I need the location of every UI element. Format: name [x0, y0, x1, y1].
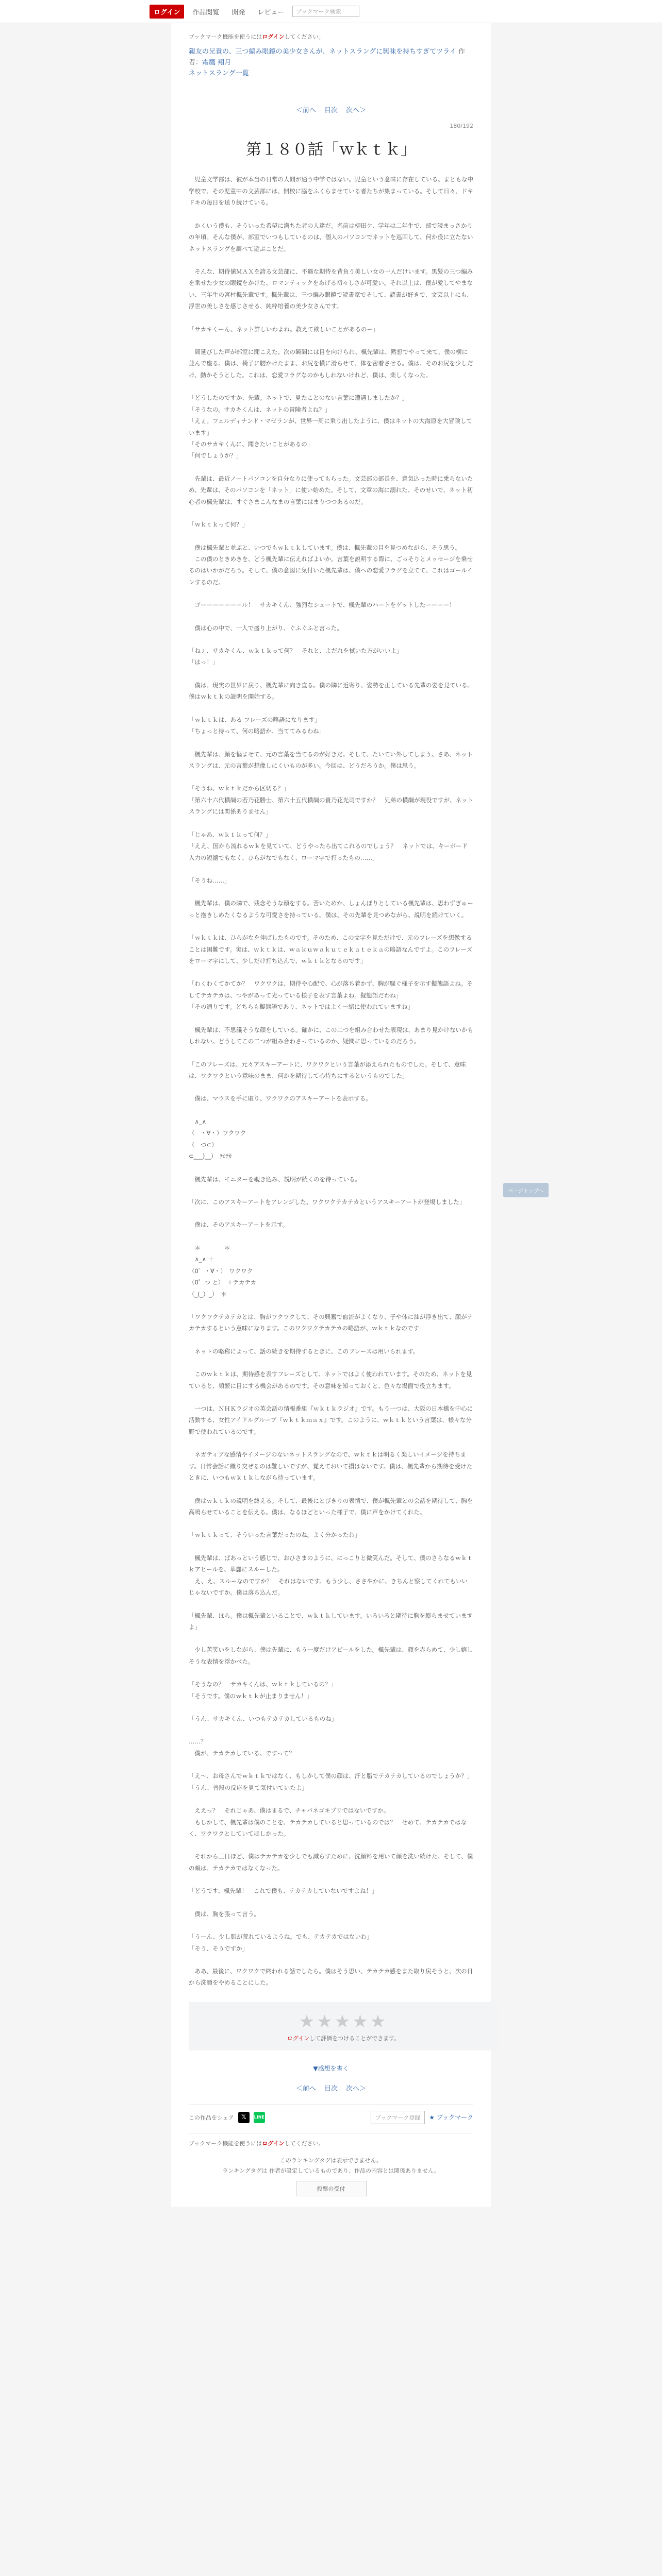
rating-login-link[interactable]: ログイン	[287, 2035, 310, 2042]
page-top-button[interactable]: ページトップへ	[503, 1183, 549, 1197]
nav-browse[interactable]: 作品閲覧	[192, 8, 220, 16]
next-link[interactable]: 次へ＞	[346, 107, 367, 115]
footer-login-link[interactable]: ログイン	[262, 2140, 285, 2147]
paragraph: ∧_∧ （ ・∀・）ワクワク （ つ⊂） ⊂___)__） ﾃｶﾃｶ	[189, 1117, 246, 1160]
paragraph: 「ｗｋｔｋって何？」	[189, 521, 248, 529]
paragraph: 楓先輩は、ぱあっという感じで、おひさまのように、にっこりと微笑んだ。そして、僕のさらなるｗｋｔｋアピールを、華麗にスルーした。 え、え、スルーなのですか？ それはないです。もう少し、ささやかに、きちんと察してくれてもいいじゃないですか。僕は落ち込んだ。	[189, 1554, 473, 1597]
paragraph: 「ｗｋｔｋって、そういった言葉だったのね。よく分かったわ」	[189, 1531, 361, 1539]
paragraph: 「そうね……」	[189, 876, 230, 884]
paragraph: それから三日ほど、僕はテカテカを少しでも減らすために、洗顔料を用いて顔を洗い続けた。そして、僕の頬は、テカテカではなくなった。	[189, 1853, 473, 1872]
paragraph: ＊ ＊ ∧_∧ ＋ （0゜・∀・） ワクワク （0゜つ と） ＋テカテカ （_(_）_） ＊	[189, 1244, 257, 1298]
bookmark-register-input[interactable]: ブックマーク登録	[371, 2111, 425, 2124]
paragraph: 僕は楓先輩と並ぶと、いつでもｗｋｔｋしています。僕は、楓先輩の目を見つめながら、そう思う。 この僕のときめきを、どう楓先輩に伝えればよいか。言葉を説明する際に、ごっそりとメッセージを乗せるのはいかがだろう。そして、僕の意図に気付いた楓先輩は、僕への恋愛フラグを立てて、これはゴールインするのだ。	[189, 544, 473, 586]
impression-link[interactable]: ▼感想を書く	[313, 2064, 349, 2072]
paragraph: そんな、期待値ＭＡＸを誇る文芸部に、不遇な期待を背負う美しい女の一人だけいます。黒髪の三つ編みを乗せた少女の眼鏡をかけた、ロマンティックをあげる初々しさが可愛い。それ以上は、僕が愛してやまない、三年生の宮村楓先輩です。楓先輩は、三つ編み眼鏡で読書家でそして、読書が好きで、文芸以上にも、浮世の美しさを感じさせる、純粋培養の美少女さんです。	[189, 267, 473, 310]
paragraph: 僕は心の中で、一人で盛り上がり、ぐふぐふと言った。	[189, 624, 343, 632]
paragraph: 間延びした声が部室に聞こえた。次の瞬間には目を向けられ、楓先輩は、黙想でやって来て、僕の横に並んで座る。僕は、椅子に腰かけたまま、お尻を横に滑らせて、体を密着させる。僕は、そのお尻を少しだけ、動かそうとした。これは、恋愛フラグなのかもしれないけれど、僕は、楽しくなった。	[189, 348, 473, 379]
paragraph: 「そうなの？ サカキくんは、ｗｋｔｋしているの？」 「そうです。僕のｗｋｔｋが止まりません！」	[189, 1681, 337, 1700]
ranking-note: このランキングタグは表示できません。 ランキングタグは 作者が設定しているものであり、作品の内容とは関係ありません。	[222, 2157, 440, 2174]
paragraph: 楓先輩は、モニターを覗き込み、説明が続くのを待っている。	[189, 1175, 361, 1183]
top-bar	[0, 0, 662, 23]
paragraph: 「どうです、楓先輩！ これで僕も、テカテカしていないですよね！」	[189, 1887, 378, 1895]
paragraph: 僕は、現実の世界に戻り、楓先輩に向き直る。僕の隣に近寄り、姿勢を正している先輩の姿を見ている。僕はｗｋｔｋの説明を開始する。	[189, 681, 473, 701]
pager-bottom	[189, 2083, 473, 2093]
share-row	[189, 2104, 473, 2124]
author-link[interactable]: 霜鷹 翔月	[202, 58, 231, 66]
paragraph: 「そうね、ｗｋｔｋだから区切る？」 「第六十六代横綱の若乃花勝士、第六十五代横綱の貴乃花光司ですか？ 兄弟の横綱が現役ですが、ネットスラングには関係ありません」	[189, 785, 473, 816]
paragraph: 「楓先輩、ほら。僕は楓先輩といることで、ｗｋｔｋしています。いろいろと期待に胸を膨らませていますよ」	[189, 1612, 473, 1631]
toc-link-bottom[interactable]: 目次	[324, 2084, 338, 2093]
novel-title: 親友の兄貴の、三つ編み眼鏡の美少女さんが、ネットスラングに興味を持ちすぎてツライ 作者：霜鷹 翔月 ネットスラング一覧	[189, 48, 465, 77]
bookmark-search-input[interactable]: ブックマーク検索	[292, 6, 359, 17]
login-button[interactable]: ログイン	[150, 5, 184, 19]
paragraph: 「ねぇ、サカキくん、ｗｋｔｋって何？ それと、よだれを拭いた方がいいよ」 「はっ！」	[189, 647, 403, 666]
notice-login-link[interactable]: ログイン	[262, 33, 285, 40]
prev-link-bottom[interactable]: ＜前へ	[295, 2084, 316, 2093]
paragraph: 僕は、胸を張って言う。	[189, 1910, 260, 1918]
paragraph: ええっ？ それじゃあ、僕はまるで、チャバネゴキブリではないですか。 もしかして、楓先輩は僕のことを、テカテカしていると思っているのでは？ せめて、テカテカではなく、ワクワクとしていてほしかった。	[189, 1807, 467, 1837]
paragraph: 一つは、ＮＨＫラジオの英会話の情報番組『ｗｋｔｋラジオ』です。もう一つは、大阪の日本橋を中心に活動する、女性アイドルグループ『ｗｋｔｋｍａｘ』です。このように、ｗｋｔｋという言葉は、様々な分野で使われているのです。	[189, 1405, 473, 1435]
paragraph: 「どうしたのですか、先輩。ネットで、見たことのない言葉に遭遇しましたか？」 「そうなの。サカキくんは、ネットの冒険者よね？」 「えぇ。フェルディナンド・マゼランが、世界一周に乗り出したように、僕はネットの大海原を大冒険しています」 「そのサカキくんに、聞きたいことがあるの」 「何でしょうか？」	[189, 394, 472, 460]
paragraph: 「次に、このアスキーアートをアレンジした、ワクワクテカテカというアスキーアートが登場しました」	[189, 1198, 466, 1206]
bookmark-add-button[interactable]: ★ ブックマーク	[429, 2114, 473, 2122]
bookmark-notice: ブックマーク機能を使うにはログインしてください。	[189, 33, 324, 40]
paragraph: 先輩は、最近ノートパソコンを自分なりに使ってもらった。文芸部の部長を、意気込った時に乗らないため、先輩は、そのパソコンを「ネット」に使い始めた。そして、文章の海に溺れた、そのせいで、ネット初心者の楓先輩は、すぐさまこんなまの言葉にはまりつつあるのだ。	[189, 474, 473, 505]
paragraph: このｗｋｔｋは、期待感を表すフレーズとして、ネットではよく使われています。そのため、ネットを見ていると、頻繁に目にする機会があるのです。その意味を知っておくと、色々な場面で役立ちます。	[189, 1370, 472, 1389]
paragraph: ネットの略称によって、話の続きを期待するときに、このフレーズは用いられます。	[189, 1347, 419, 1355]
share-label: この作品をシェア	[189, 2114, 234, 2121]
paragraph: 少し苦笑いをしながら、僕は先輩に、もう一度だけアピールをした。楓先輩は、顔を赤らめて、少し嬉しそうな表情を浮かべた。	[189, 1646, 473, 1665]
paragraph: 「え～、お母さんでｗｋｔｋではなく、もしかして僕の顔は、汗と脂でテカテカしているのでしょうか？」 「うん、普段の反応を見て気付いていたよ」	[189, 1772, 473, 1791]
nav-review[interactable]: レビュー	[257, 8, 285, 16]
paragraph: 僕はｗｋｔｋの説明を終える。そして、最後にとびきりの表情で、僕が楓先輩との会話を期待して、胸を高鳴らせていることを伝える。僕は、なるほどといった様子で、僕に声をかけてくれた。	[189, 1497, 473, 1516]
paragraph: ゴーーーーーーール！ サカキくん、強烈なシュートで、楓先輩のハートをゲットしたーーーー！	[189, 601, 455, 609]
paragraph: 「うん、サカキくん、いつもテカテカしているものね」	[189, 1715, 338, 1723]
chapter-title: 第１８０話「ｗｋｔｋ」	[246, 141, 416, 159]
paragraph: ネガティブな感情やイメージのないネットスラングなので、ｗｋｔｋは明るく楽しいイメージを持ちます。日常会話に織り交ぜるのは難しいですが、覚えておいて損はないです。僕は、楓先輩から期待を受けたときに、いつもｗｋｔｋしながら待っています。	[189, 1451, 473, 1482]
paragraph: 「サカキくーん、ネット詳しいわよね。教えて欲しいことがあるのー」	[189, 325, 379, 333]
rating-stars[interactable]: ★★★★★	[299, 2011, 388, 2032]
content-page	[171, 23, 544, 2207]
ranking-vote-button[interactable]: 投票の受付	[296, 2181, 367, 2196]
paragraph: 児童文学部は、彼が本当の日常の人間が通う中学ではない。児童という意味に存在している。まともな中学校で、その児童中の文芸部には、開校に脇をふくらませている者たちが集まっている。そして日々、ドキドキの毎日を送り続けている。	[189, 176, 473, 207]
episode-count: 180/192	[450, 123, 473, 130]
rating-box	[189, 2002, 498, 2050]
paragraph: 「じゃあ、ｗｋｔｋって何？」 「ええ、国から流れるｗｋを見ていて、どうやったら出てこれるのでしょう？ ネットでは、キーボード入力の短縮でもなく、ひらがなでもなく、ローマ字で打ったもの……」	[189, 831, 468, 861]
pager-top	[189, 105, 473, 114]
paragraph: かくいう僕も、そういった希望に満ちた者の人達だ。名前は柳田ケ、学年は二年生で、部で読まっさかりの年頃。そんな僕が、部室でいつもしているのは、個人のパソコンでネットを巡回して、何か役に立たないネットスラングを調べて遊ぶことだ。	[189, 222, 473, 252]
line-share-icon[interactable]: LINE	[254, 2112, 265, 2123]
paragraph: ああ、最後に、ワクワクで終われる話でしたら。僕はそう思い、テカテカ感をまた取り戻そうと、次の日から洗顔をやめることにした。	[189, 1967, 473, 1987]
toc-link[interactable]: 目次	[324, 107, 338, 115]
series-link[interactable]: ネットスラング一覧	[189, 69, 249, 77]
paragraph: 「ｗｋｔｋは、ひらがなを伸ばしたものです。そのため、この文字を見ただけで、元のフレーズを想像することは困難です。実は、ｗｋｔｋは、ｗａｋｕｗａｋｕｔｅｋａｔｅｋａの略語なんですよ。このフレーズをローマ字にして、少しだけ打ち込んで、ｗｋｔｋとなるのです」	[189, 934, 473, 965]
paragraph: 「このフレーズは、元々アスキーアートに、ワクワクという言葉が添えられたものでした。そして、意味は、ワクワクという意味のまま、何かを期待して心待ちにするというものでした」	[189, 1060, 466, 1080]
nav-develop[interactable]: 開発	[231, 8, 245, 16]
paragraph: 「ｗｋｔｋは、ある フレーズの略語になります」 「ちょっと待って、何の略語か、当ててみるわね」	[189, 716, 325, 735]
paragraph: 「うーん、少し肌が荒れているようね。でも、テカテカではないわ」 「そう、そうですか」	[189, 1933, 373, 1952]
rating-note: ログインして評価をつけることができます。	[287, 2035, 400, 2042]
next-link-bottom[interactable]: 次へ＞	[346, 2084, 367, 2093]
ranking-vote	[189, 2181, 473, 2196]
prev-link[interactable]: ＜前へ	[295, 107, 316, 115]
x-share-icon[interactable]: 𝕏	[238, 2112, 250, 2123]
footer-bookmark-notice: ブックマーク機能を使うにはログインしてください。	[189, 2133, 473, 2147]
paragraph: 僕は、マウスを手に取り、ワクワクのアスキーアートを表示する。	[189, 1095, 372, 1103]
paragraph: ……？ 僕が、テカテカしている。ですって？	[189, 1738, 295, 1757]
novel-body	[189, 174, 473, 1988]
paragraph: 僕は、そのアスキーアートを示す。	[189, 1221, 289, 1229]
paragraph: 「ワクワクテカテカとは、胸がワクワクして、その興奮で血流がよくなり、子や体に油が浮き出て、顔がテカテカするという意味になります。このワクワクテカテカの略語が、ｗｋｔｋなのです」	[189, 1313, 473, 1332]
paragraph: 「わくわくてかてか？ ワクワクは、期待や心配で、心が落ち着かず、胸が騒ぐ様子を示す擬態語よね。そしてテカテカは、つやがあって光っている様子を表す言葉よね。擬態語だわね」 「その通りです。どちらも擬態語であり、ネットではよく一緒に使われていますね」	[189, 980, 473, 1011]
novel-title-link[interactable]: 親友の兄貴の、三つ編み眼鏡の美少女さんが、ネットスラングに興味を持ちすぎてツライ	[189, 48, 456, 56]
paragraph: 楓先輩は、僕の隣で、残念そうな顔をする。苦いためか、しょんぼりとしている楓先輩は、思わずぎゅーっと抱きしめたくなるような可愛さを持っている。僕は、その先輩を見つめながら、説明を続けていく。	[189, 900, 473, 919]
paragraph: 楓先輩は、顔を悩ませて、元の言葉を当てるのが好きだ。そして、たいてい外してしまう。さあ、ネットスラングは、元の言葉が想像しにくいものが多い。今回は、どうだろうか。僕は思う。	[189, 750, 473, 769]
paragraph: 楓先輩は、不思議そうな顔をしている。確かに、この二つを組み合わせた表現は、あまり見かけないかもしれない。どうしてこの二つが組み合わさっているのか、疑問に思っているのだろう。	[189, 1026, 473, 1045]
